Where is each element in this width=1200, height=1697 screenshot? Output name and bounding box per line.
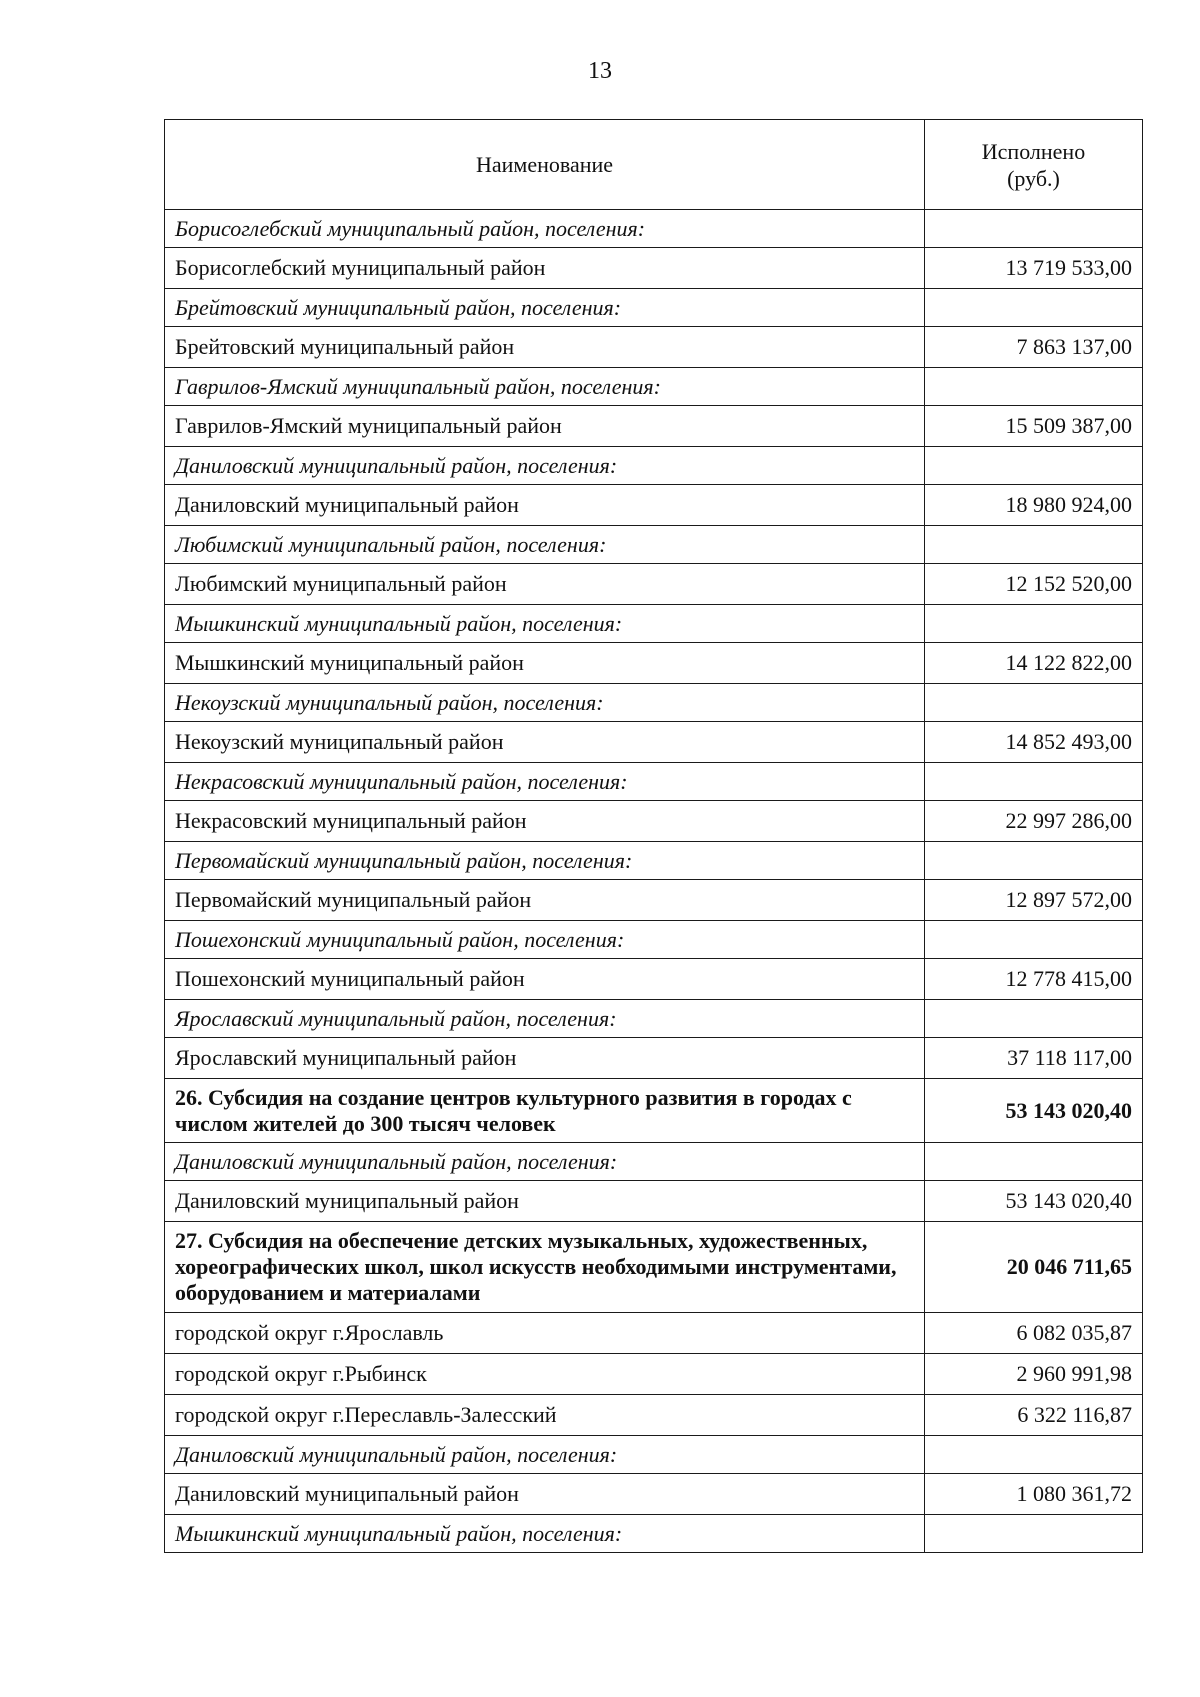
header-executed-line2: (руб.)	[1007, 165, 1060, 191]
row-executed-amount: 20 046 711,65	[925, 1222, 1143, 1313]
district-header-row	[165, 1436, 1143, 1474]
table-row	[165, 485, 1143, 526]
row-executed-amount: 22 997 286,00	[925, 801, 1143, 842]
page-number: 13	[588, 58, 612, 84]
table-row	[165, 1181, 1143, 1222]
row-executed-amount: 53 143 020,40	[925, 1079, 1143, 1143]
row-name: Гаврилов-Ямский муниципальный район, поселения:	[165, 368, 925, 406]
table-row	[165, 564, 1143, 605]
row-name: Первомайский муниципальный район, поселения:	[165, 842, 925, 880]
row-name: 27. Субсидия на обеспечение детских музыкальных, художественных, хореографических школ, школ искусств необходимыми инструментами, оборудованием и материалами	[165, 1222, 925, 1313]
table-row	[165, 406, 1143, 447]
row-name: Любимский муниципальный район	[165, 564, 925, 605]
row-name: Ярославский муниципальный район, поселения:	[165, 1000, 925, 1038]
district-header-row	[165, 921, 1143, 959]
row-executed-amount	[925, 921, 1143, 959]
header-name: Наименование	[165, 120, 925, 210]
district-header-row	[165, 289, 1143, 327]
table-row	[165, 1038, 1143, 1079]
district-header-row	[165, 368, 1143, 406]
district-header-row	[165, 1143, 1143, 1181]
row-name: Даниловский муниципальный район	[165, 1474, 925, 1515]
row-executed-amount: 7 863 137,00	[925, 327, 1143, 368]
row-name: Некрасовский муниципальный район, поселения:	[165, 763, 925, 801]
table-row	[165, 801, 1143, 842]
row-executed-amount: 53 143 020,40	[925, 1181, 1143, 1222]
row-name: Борисоглебский муниципальный район	[165, 248, 925, 289]
table-row	[165, 643, 1143, 684]
row-name: Даниловский муниципальный район, поселения:	[165, 1436, 925, 1474]
district-header-row	[165, 1515, 1143, 1553]
row-name: Любимский муниципальный район, поселения:	[165, 526, 925, 564]
table-row	[165, 248, 1143, 289]
row-name: Некоузский муниципальный район, поселения:	[165, 684, 925, 722]
row-executed-amount: 1 080 361,72	[925, 1474, 1143, 1515]
row-executed-amount	[925, 842, 1143, 880]
row-executed-amount	[925, 1143, 1143, 1181]
row-name: Мышкинский муниципальный район, поселения:	[165, 605, 925, 643]
table-row	[165, 1354, 1143, 1395]
subsidy-total-row	[165, 1079, 1143, 1143]
district-header-row	[165, 763, 1143, 801]
row-executed-amount	[925, 1436, 1143, 1474]
row-executed-amount: 13 719 533,00	[925, 248, 1143, 289]
subsidy-total-row	[165, 1222, 1143, 1313]
row-name: Мышкинский муниципальный район, поселения:	[165, 1515, 925, 1553]
row-executed-amount: 6 322 116,87	[925, 1395, 1143, 1436]
header-executed-line1: Исполнено	[981, 138, 1086, 164]
row-name: Пошехонский муниципальный район	[165, 959, 925, 1000]
row-name: городской округ г.Переславль-Залесский	[165, 1395, 925, 1436]
district-header-row	[165, 842, 1143, 880]
row-name: Некрасовский муниципальный район	[165, 801, 925, 842]
row-executed-amount: 37 118 117,00	[925, 1038, 1143, 1079]
district-header-row	[165, 1000, 1143, 1038]
table-body	[165, 210, 1143, 1553]
row-name: Ярославский муниципальный район	[165, 1038, 925, 1079]
row-executed-amount: 12 778 415,00	[925, 959, 1143, 1000]
row-executed-amount	[925, 447, 1143, 485]
table-row	[165, 1313, 1143, 1354]
district-header-row	[165, 526, 1143, 564]
row-executed-amount	[925, 1515, 1143, 1553]
row-name: Некоузский муниципальный район	[165, 722, 925, 763]
row-executed-amount	[925, 605, 1143, 643]
row-name: Борисоглебский муниципальный район, поселения:	[165, 210, 925, 248]
row-name: Брейтовский муниципальный район	[165, 327, 925, 368]
row-name: 26. Субсидия на создание центров культурного развития в городах с числом жителей до 300 тысяч человек	[165, 1079, 925, 1143]
row-executed-amount: 12 152 520,00	[925, 564, 1143, 605]
row-executed-amount	[925, 210, 1143, 248]
district-header-row	[165, 605, 1143, 643]
table-row	[165, 327, 1143, 368]
row-executed-amount	[925, 526, 1143, 564]
row-executed-amount: 6 082 035,87	[925, 1313, 1143, 1354]
row-name: Брейтовский муниципальный район, поселения:	[165, 289, 925, 327]
row-name: городской округ г.Рыбинск	[165, 1354, 925, 1395]
district-header-row	[165, 210, 1143, 248]
row-name: Мышкинский муниципальный район	[165, 643, 925, 684]
row-name: Даниловский муниципальный район	[165, 1181, 925, 1222]
row-name: Пошехонский муниципальный район, поселения:	[165, 921, 925, 959]
table-row	[165, 1474, 1143, 1515]
row-executed-amount	[925, 684, 1143, 722]
header-executed	[925, 120, 1143, 210]
district-header-row	[165, 684, 1143, 722]
row-executed-amount: 14 852 493,00	[925, 722, 1143, 763]
table-row	[165, 722, 1143, 763]
budget-table	[164, 119, 1143, 1553]
row-executed-amount: 15 509 387,00	[925, 406, 1143, 447]
row-name: Даниловский муниципальный район	[165, 485, 925, 526]
row-name: Первомайский муниципальный район	[165, 880, 925, 921]
row-name: городской округ г.Ярославль	[165, 1313, 925, 1354]
row-executed-amount	[925, 289, 1143, 327]
table-row	[165, 959, 1143, 1000]
row-executed-amount: 14 122 822,00	[925, 643, 1143, 684]
row-executed-amount: 18 980 924,00	[925, 485, 1143, 526]
district-header-row	[165, 447, 1143, 485]
table-row	[165, 880, 1143, 921]
table-row	[165, 1395, 1143, 1436]
table-header-row	[165, 120, 1143, 210]
row-name: Даниловский муниципальный район, поселения:	[165, 1143, 925, 1181]
row-executed-amount	[925, 763, 1143, 801]
row-executed-amount: 12 897 572,00	[925, 880, 1143, 921]
row-executed-amount: 2 960 991,98	[925, 1354, 1143, 1395]
row-name: Гаврилов-Ямский муниципальный район	[165, 406, 925, 447]
row-executed-amount	[925, 1000, 1143, 1038]
row-executed-amount	[925, 368, 1143, 406]
row-name: Даниловский муниципальный район, поселения:	[165, 447, 925, 485]
